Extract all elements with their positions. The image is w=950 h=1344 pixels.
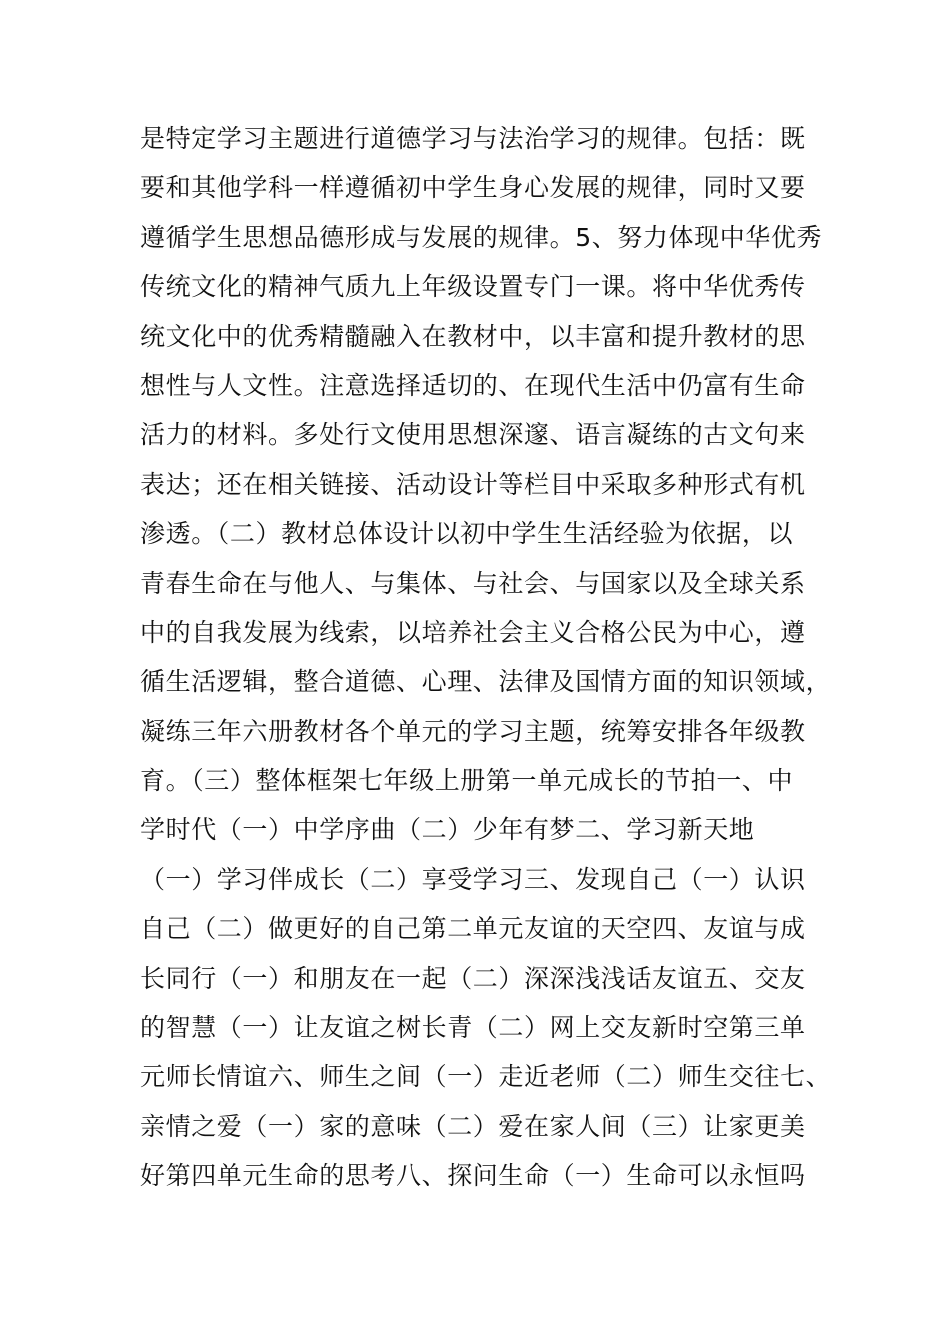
text-line: 传统文化的精神气质九上年级设置专门一课。将中华优秀传: [140, 272, 806, 302]
body-text: [140, 114, 832, 1201]
text-line: 凝练三年六册教材各个单元的学习主题，统筹安排各年级教: [140, 716, 806, 746]
text-line: 好第四单元生命的思考八、探问生命（一）生命可以永恒吗: [140, 1161, 806, 1191]
text-line: 自己（二）做更好的自己第二单元友谊的天空四、友谊与成: [140, 914, 806, 944]
text-line: 育。（三）整体框架七年级上册第一单元成长的节拍一、中: [140, 766, 794, 796]
text-line: 长同行（一）和朋友在一起（二）深深浅浅话友谊五、交友: [140, 963, 806, 993]
text-line: 遵循学生思想品德形成与发展的规律。5、努力体现中华优秀: [140, 222, 823, 252]
text-line: 的智慧（一）让友谊之树长青（二）网上交友新时空第三单: [140, 1013, 806, 1043]
text-line: 元师长情谊六、师生之间（一）走近老师（二）师生交往七、: [140, 1062, 832, 1092]
text-line: 想性与人文性。注意选择适切的、在现代生活中仍富有生命: [140, 370, 806, 400]
text-line: 中的自我发展为线索，以培养社会主义合格公民为中心，遵: [140, 617, 806, 647]
text-line: 活力的材料。多处行文使用思想深邃、语言凝练的古文句来: [140, 420, 806, 450]
text-line: 亲情之爱（一）家的意味（二）爱在家人间（三）让家更美: [140, 1111, 806, 1141]
text-line: 青春生命在与他人、与集体、与社会、与国家以及全球关系: [140, 568, 806, 598]
text-line: 表达；还在相关链接、活动设计等栏目中采取多种形式有机: [140, 469, 806, 499]
text-line: 渗透。（二）教材总体设计以初中学生生活经验为依据，以: [140, 519, 794, 549]
text-line: 统文化中的优秀精髓融入在教材中，以丰富和提升教材的思: [140, 321, 806, 351]
text-line: 循生活逻辑，整合道德、心理、法律及国情方面的知识领域，: [140, 667, 832, 697]
text-line: 学时代（一）中学序曲（二）少年有梦二、学习新天地: [140, 815, 755, 845]
text-line: （一）学习伴成长（二）享受学习三、发现自己（一）认识: [140, 864, 806, 894]
text-line: 要和其他学科一样遵循初中学生身心发展的规律，同时又要: [140, 173, 806, 203]
text-line: 是特定学习主题进行道德学习与法治学习的规律。包括：既: [140, 124, 806, 153]
